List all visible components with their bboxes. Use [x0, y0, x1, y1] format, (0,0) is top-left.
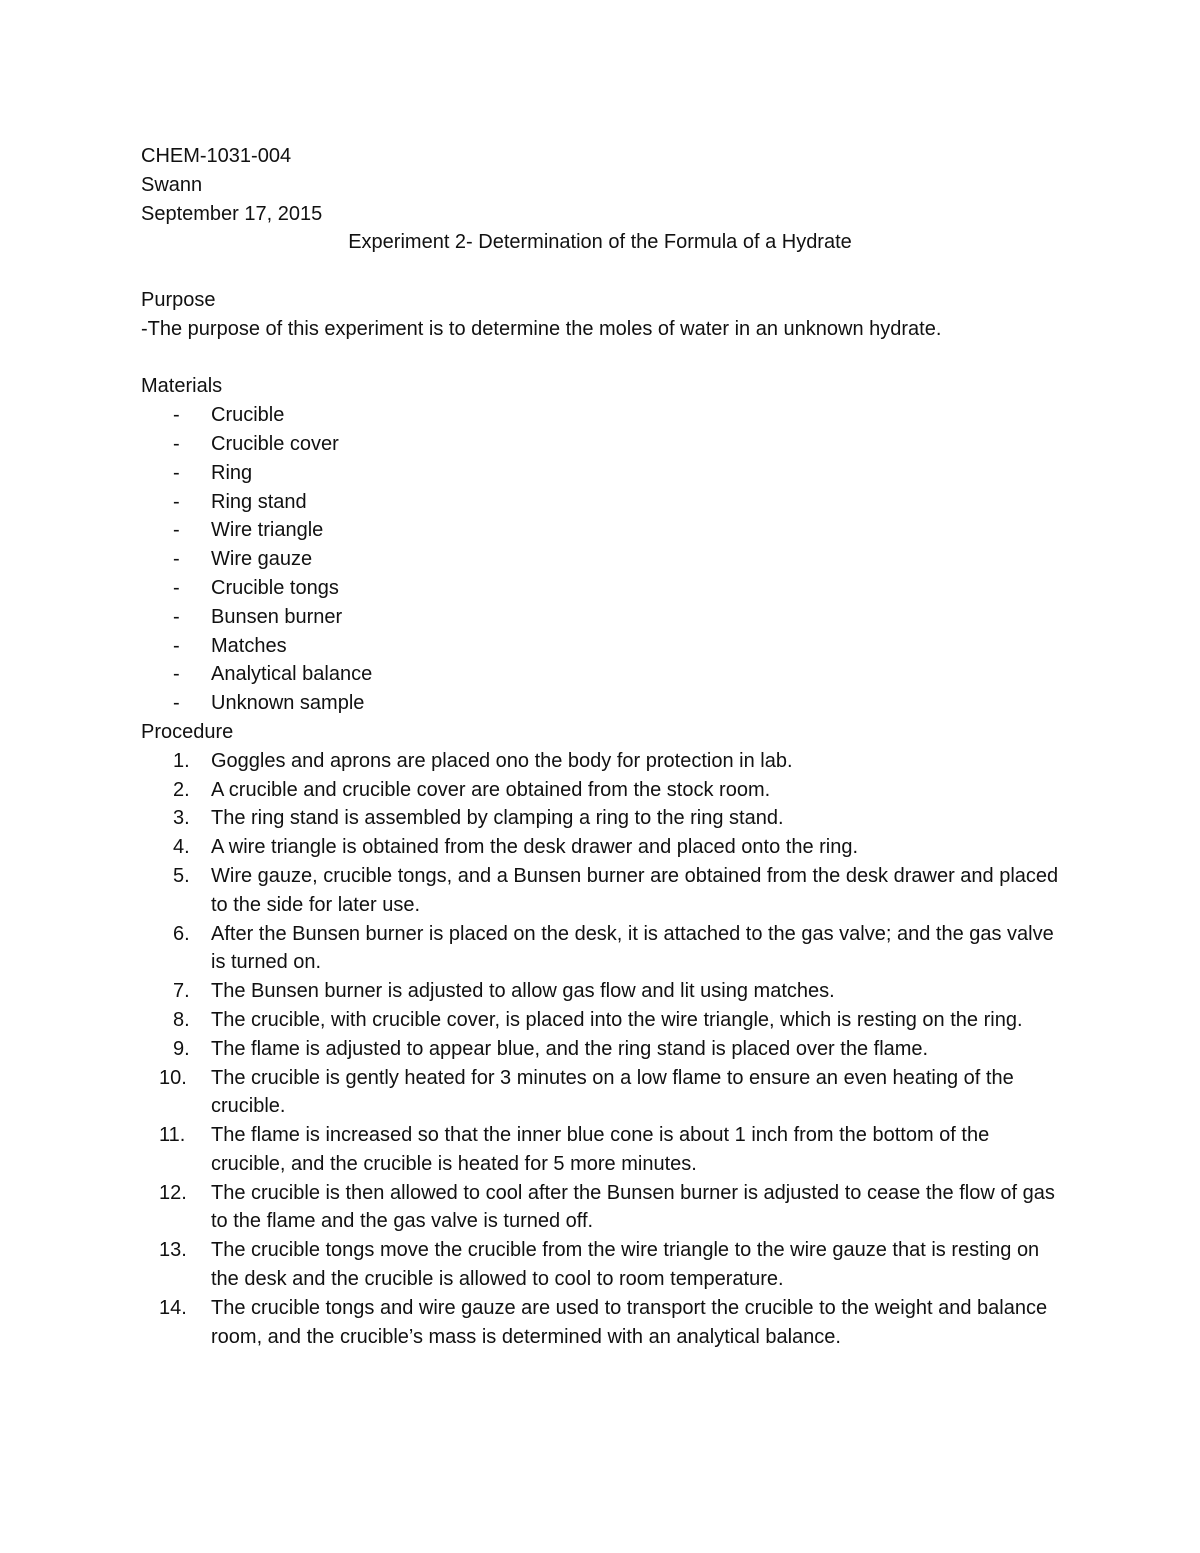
step-number: 13.: [159, 1239, 187, 1262]
list-item: [141, 660, 1081, 689]
procedure-step: [141, 1179, 1063, 1237]
purpose-text: -The purpose of this experiment is to determine the moles of water in an unknown hydrate.: [141, 317, 942, 340]
bullet-dash: -: [173, 548, 180, 571]
step-text: Goggles and aprons are placed ono the body for protection in lab.: [211, 749, 793, 772]
list-item: [141, 545, 1081, 574]
step-number: 7.: [173, 980, 190, 1003]
materials-heading: Materials: [141, 375, 223, 398]
step-text: The crucible is then allowed to cool after the Bunsen burner is adjusted to cease the flow of gas to the flame and the gas valve is turned off.: [211, 1181, 1055, 1233]
procedure-list: [141, 747, 1081, 1352]
spacer: [141, 257, 1081, 286]
bullet-dash: -: [173, 490, 180, 513]
procedure-step: [141, 1236, 1063, 1294]
step-text: The crucible is gently heated for 3 minutes on a low flame to ensure an even heating of the crucible.: [211, 1066, 1014, 1118]
purpose-heading: Purpose: [141, 288, 216, 311]
procedure-step: [141, 920, 1063, 978]
material-label: Matches: [211, 634, 287, 657]
step-number: 5.: [173, 864, 190, 887]
step-text: After the Bunsen burner is placed on the desk, it is attached to the gas valve; and the gas valve is turned on.: [211, 922, 1054, 974]
step-number: 6.: [173, 922, 190, 945]
step-text: The Bunsen burner is adjusted to allow gas flow and lit using matches.: [211, 980, 835, 1003]
procedure-step: [141, 1006, 1063, 1035]
list-item: [141, 488, 1081, 517]
material-label: Ring: [211, 461, 253, 484]
bullet-dash: -: [173, 605, 180, 628]
bullet-dash: -: [173, 634, 180, 657]
report-date: September 17, 2015: [141, 202, 323, 225]
list-item: [141, 574, 1081, 603]
report-title: Experiment 2- Determination of the Formula of a Hydrate: [348, 231, 852, 254]
procedure-step: [141, 747, 1063, 776]
step-text: Wire gauze, crucible tongs, and a Bunsen burner are obtained from the desk drawer and placed to the side for later use.: [211, 864, 1059, 916]
bullet-dash: -: [173, 404, 180, 427]
procedure-step: [141, 1121, 1063, 1179]
procedure-step: [141, 1294, 1063, 1352]
procedure-step: [141, 833, 1063, 862]
step-text: The flame is adjusted to appear blue, and the ring stand is placed over the flame.: [211, 1037, 929, 1060]
material-label: Ring stand: [211, 490, 307, 513]
material-label: Unknown sample: [211, 692, 365, 715]
procedure-step: [141, 1064, 1063, 1122]
spacer: [141, 344, 1081, 373]
material-label: Wire gauze: [211, 548, 313, 571]
list-item: [141, 689, 1081, 718]
procedure-step: [141, 862, 1063, 920]
procedure-step: [141, 804, 1063, 833]
step-text: The flame is increased so that the inner blue cone is about 1 inch from the bottom of the crucible, and the crucible is heated for 5 more minutes.: [211, 1124, 990, 1175]
step-number: 2.: [173, 778, 190, 801]
material-label: Wire triangle: [211, 519, 324, 542]
step-number: 8.: [173, 1008, 190, 1031]
step-number: 9.: [173, 1037, 190, 1060]
step-text: A crucible and crucible cover are obtained from the stock room.: [211, 778, 771, 801]
list-item: [141, 632, 1081, 661]
list-item: [141, 603, 1081, 632]
material-label: Bunsen burner: [211, 605, 343, 628]
bullet-dash: -: [173, 663, 180, 686]
step-number: 12.: [159, 1181, 187, 1204]
bullet-dash: -: [173, 432, 180, 455]
material-label: Analytical balance: [211, 663, 373, 686]
material-label: Crucible: [211, 404, 285, 427]
material-label: Crucible tongs: [211, 576, 339, 599]
procedure-heading: Procedure: [141, 720, 234, 743]
step-number: 14.: [159, 1296, 187, 1319]
materials-list: [141, 401, 1081, 718]
material-label: Crucible cover: [211, 432, 339, 455]
bullet-dash: -: [173, 461, 180, 484]
step-number: 1.: [173, 749, 190, 772]
course-code: CHEM-1031-004: [141, 145, 292, 167]
list-item: [141, 401, 1081, 430]
list-item: [141, 430, 1081, 459]
author-name: Swann: [141, 173, 203, 196]
bullet-dash: -: [173, 692, 180, 715]
list-item: [141, 459, 1081, 488]
step-number: 3.: [173, 807, 190, 830]
step-number: 11.: [159, 1124, 186, 1147]
list-item: [141, 516, 1081, 545]
procedure-step: [141, 1035, 1063, 1064]
procedure-step: [141, 776, 1063, 805]
step-text: The crucible tongs move the crucible from the wire triangle to the wire gauze that is resting on the desk and the crucible is allowed to cool to room temperature.: [211, 1239, 1040, 1291]
procedure-step: [141, 977, 1063, 1006]
step-text: The ring stand is assembled by clamping a ring to the ring stand.: [211, 807, 784, 830]
step-text: The crucible, with crucible cover, is placed into the wire triangle, which is resting on the ring.: [211, 1008, 1023, 1031]
bullet-dash: -: [173, 576, 180, 599]
document-body: [141, 142, 1081, 1351]
step-number: 4.: [173, 836, 190, 859]
step-text: The crucible tongs and wire gauze are used to transport the crucible to the weight and balance room, and the crucible’s mass is determined with an analytical balance.: [211, 1296, 1048, 1348]
step-text: A wire triangle is obtained from the desk drawer and placed onto the ring.: [211, 836, 859, 859]
bullet-dash: -: [173, 519, 180, 542]
step-number: 10.: [159, 1066, 187, 1089]
